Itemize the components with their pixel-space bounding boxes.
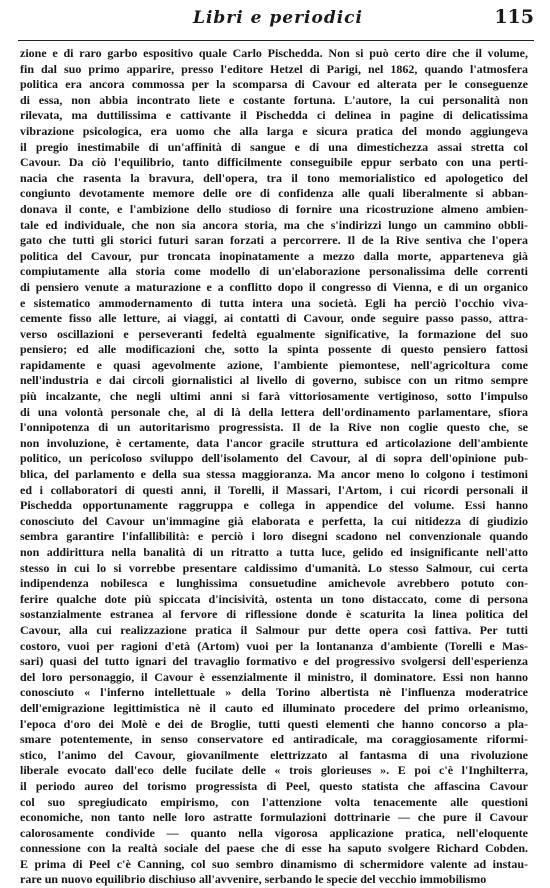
text-line: il pregio inestimabile di un'affinità di sangue e di una dimestichezza assai stretta col	[20, 139, 528, 154]
page-header	[18, 4, 538, 38]
text-line: non addirittura nella banalità di un ritratto a tutta luce, gelido ed insignificante nell'atto	[20, 545, 528, 559]
text-line: smare potentemente, in senso conservatore ed antiradicale, ma coraggiosamente riformi-	[20, 732, 528, 747]
text-line: vibrazione psicologica, era uomo che alla larga e sicura pratica del mondo aggiungeva	[20, 123, 528, 138]
text-line: E prima di Peel c'è Canning, col suo sembro dinamismo di schermidore valente ad instau-	[20, 856, 528, 871]
text-line: conosciuto del Cavour un'immagine già elaborata e perfetta, la cui nitidezza di giudizio	[20, 513, 528, 528]
text-line: col suo spregiudicato empirismo, con l'attenzione volta tenacemente alle questioni	[20, 794, 528, 809]
text-line: politica del Cavour, pur troncata inopinatamente a mezzo dalla morte, apparteneva già	[20, 248, 528, 263]
text-line: sari) quasi del tutto ignari del travaglio formativo e del progressivo svolgersi dell'esperienza	[20, 654, 528, 669]
text-line: di pensiero venute a maturazione e a conflitto dopo il congresso di Vienna, e di un organico	[20, 279, 528, 294]
text-line: nacia che rasenta la bravura, dell'opera, tra il tono memorialistico ed apologetico del	[20, 170, 528, 185]
text-line: compiutamente alla storia come modello di un'elaborazione personalissima delle correnti	[20, 264, 528, 279]
text-line: di una volontà personale che, al di là della lettera dell'ordinamento parlamentare, sfiora	[20, 404, 528, 419]
body-text	[20, 46, 528, 888]
text-line: ed i collaboratori di questi anni, il Torelli, il Massari, l'Artom, i cui ricordi personali il	[20, 482, 528, 497]
running-title: Libri e periodici	[193, 8, 363, 28]
text-line: economiche, non tanto nelle loro astratte formulazioni dottrinarie — che pure il Cavour	[20, 810, 528, 825]
text-line: l'epoca d'oro dei Molè e dei de Broglie, tutti questi elementi che hanno concorso a pla-	[20, 716, 528, 731]
text-line: stico, l'animo del Cavour, giovanilmente elettrizzato al fantasma di una rivoluzione	[20, 747, 528, 762]
text-line: calorosamente condivide — quanto nella vigorosa applicazione pratica, nell'eloquente	[20, 825, 528, 840]
text-line: non involuzione, è certamente, data l'ancor gracile struttura ed articolazione dell'ambiente	[20, 435, 528, 450]
text-line: indipendenza nobilesca e lunghissima consuetudine amichevole avrebbero potuto con-	[20, 576, 528, 591]
text-line: liberale evocato dall'eco delle fucilate delle « trois glorieuses ». E poi c'è l'Inghilterra,	[20, 763, 528, 778]
text-line: dell'emigrazione legittimistica nè il cauto ed illuminato procedere del primo orleanismo,	[20, 700, 528, 715]
text-line: congiunto devotamente memore delle ore di confidenza alle quali liberalmente si abban-	[20, 186, 528, 201]
text-line: fin dal suo primo apparire, presso l'editore Hetzel di Parigi, nel 1862, quando l'atmosfera	[20, 61, 528, 76]
text-line: tale ed individuale, che non sia ancora storia, ma che s'indirizzi lungo un cammino obbli-	[20, 217, 528, 232]
text-line: di essa, non abbia incontrato liete e costante fortuna. L'autore, la cui personalità non	[20, 92, 528, 107]
text-line: nell'industria e dai circoli giornalistici al livello di governo, subisce con un ritmo sempre	[20, 373, 528, 388]
text-line: conosciuto « l'inferno intellettuale » della Torino albertista nè l'influenza moderatrice	[20, 685, 528, 700]
text-line: rapidamente e quasi agevolmente azione, l'ambiente piemontese, nell'agricoltura come	[20, 357, 528, 372]
text-line: ferire qualche dote più spiccata d'incisività, ostenta un tono distaccato, come di persona	[20, 591, 528, 606]
text-line: rare un nuovo equilibrio dischiuso all'avvenire, serbando le specie del vecchio immobilismo	[20, 872, 487, 887]
text-line: politico, un pericoloso sviluppo dell'isolamento del Cavour, al di sopra dell'opinione pub-	[20, 451, 528, 466]
text-line: del loro personaggio, il Cavour è essenzialmente il ministro, il dominatore. Essi non hanno	[20, 669, 528, 684]
text-line: costoro, vuoi per ragioni d'età (Artom) vuoi per la lontananza d'ambiente (Torelli e Mas-	[20, 638, 528, 653]
text-line: pensiero; ed alle modificazioni che, sotto la spinta possente di questo pensiero fattosi	[20, 342, 528, 357]
text-line: sembra garantire l'infallibilità: e perciò i loro disegni scadono nel convenzionale quando	[20, 529, 528, 544]
text-line: rilevata, ma duttilissima e cattivante il Pischedda ci delinea in pagine di delicatissima	[20, 108, 528, 123]
text-line: verso oscillazioni e perseveranti fedeltà egualmente significative, la formazione del suo	[20, 326, 528, 341]
text-line: blica, del parlamento e della sua stessa maggioranza. Ma ancor meno lo colgono i testimoni	[20, 467, 528, 482]
text-line: connessione con la realtà sociale del paese che di esse ha saputo svolgere Richard Cobden.	[20, 841, 528, 856]
text-line: donava il conte, e l'ambizione dello studioso di fornire una ricostruzione almeno ambien-	[20, 201, 528, 216]
text-line: Cavour, alla cui realizzazione pratica il Salmour pur dette opera così fattiva. Per tutti	[20, 622, 528, 637]
text-line: più incalzante, che negli ultimi anni si farà vittoriosamente vertiginoso, sotto l'impulso	[20, 389, 528, 404]
text-line: stesso in cui lo si vorrebbe presentare caldissimo d'umanità. Lo stesso Salmour, cui certa	[20, 560, 528, 575]
header-rule	[18, 40, 534, 41]
text-line: Cavour. Da ciò l'equilibrio, tanto difficilmente conseguibile eppur serbato con una perti-	[20, 155, 528, 170]
text-line: l'onnipotenza di un autoritarismo progressista. Il de la Rive non coglie questo che, se	[20, 420, 528, 435]
page-number: 115	[494, 6, 534, 28]
text-line: sostanzialmente estranea al fervore di riflessione donde è scaturita la linea politica del	[20, 607, 528, 622]
text-line: cemente fisso alle letture, ai viaggi, ai contatti di Cavour, onde seguire passo passo, attra-	[20, 311, 528, 326]
text-line: politica era ancora commossa per la scomparsa di Cavour ed alterata per le conseguenze	[20, 77, 528, 92]
text-line: Pischedda opportunamente raggruppa e collega in appendice del volume. Essi hanno	[20, 498, 528, 513]
text-line: il periodo aureo del torismo progressista di Peel, questo statista che affascina Cavour	[20, 778, 528, 793]
text-line: zione e di raro garbo espositivo quale Carlo Pischedda. Non si può certo dire che il volume,	[20, 46, 528, 60]
text-line: gato che tutti gli storici futuri saran forzati a percorrere. Il de la Rive sentiva che l'opera	[20, 233, 528, 248]
text-line: e sistematico ammodernamento di tutta intera una società. Egli ha perciò l'occhio viva-	[20, 295, 528, 310]
